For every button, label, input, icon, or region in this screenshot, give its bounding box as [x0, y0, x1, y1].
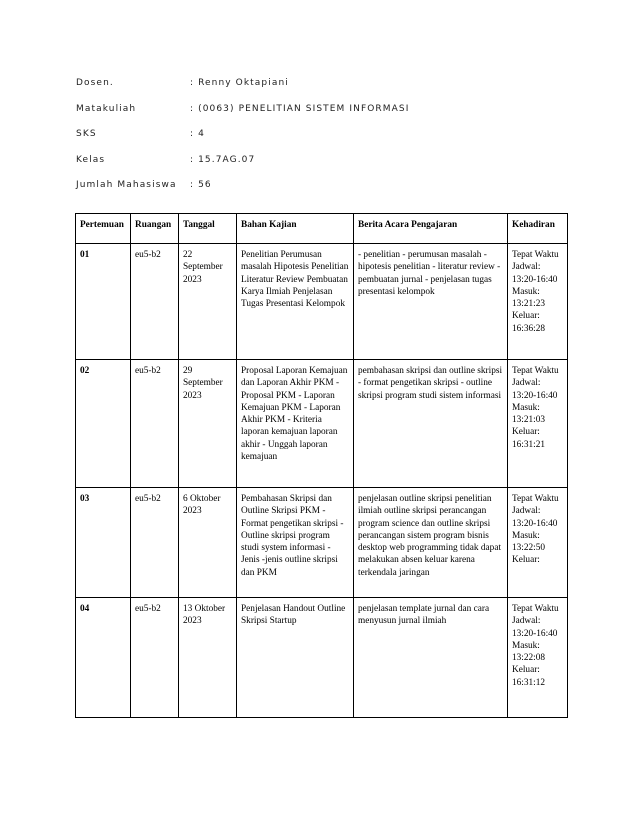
info-label: Kelas: [76, 154, 106, 165]
cell-ruangan: eu5-b2: [131, 244, 179, 360]
table-row: [76, 488, 568, 598]
info-label: SKS: [76, 129, 97, 139]
cell-pertemuan: 03: [76, 488, 131, 598]
info-value: : 56: [190, 180, 212, 190]
cell-pertemuan: 02: [76, 360, 131, 488]
header-kehadiran: Kehadiran: [508, 214, 568, 244]
cell-kehadiran: Tepat Waktu Jadwal: 13:20-16:40 Masuk: 13:21:03 Keluar: 16:31:21: [508, 360, 568, 488]
header-tanggal: Tanggal: [179, 214, 237, 244]
info-label: Matakuliah: [76, 103, 137, 114]
course-info: [76, 78, 409, 206]
table-row: [76, 598, 568, 718]
cell-ruangan: eu5-b2: [131, 598, 179, 718]
info-label: Dosen.: [76, 78, 114, 88]
header-pertemuan: Pertemuan: [76, 214, 131, 244]
info-row-jumlah-mahasiswa: [76, 180, 409, 206]
cell-bahan-kajian: Penjelasan Handout Outline Skripsi Startup: [237, 598, 354, 718]
cell-tanggal: 22 September 2023: [179, 244, 237, 360]
cell-berita-acara: penjelasan outline skripsi penelitian ilmiah outline skripsi perancangan program science dan outline skripsi perancangan sistem program bisnis desktop web programming tidak dapat melakukan absen keluar karena terkendala jaringan: [354, 488, 508, 598]
cell-bahan-kajian: Proposal Laporan Kemajuan dan Laporan Akhir PKM - Proposal PKM - Laporan Kemajuan PKM - Laporan Akhir PKM - Kriteria laporan kemajuan laporan akhir - Unggah laporan kemajuan: [237, 360, 354, 488]
info-value: : 15.7AG.07: [190, 154, 256, 165]
cell-tanggal: 6 Oktober 2023: [179, 488, 237, 598]
cell-pertemuan: 01: [76, 244, 131, 360]
cell-tanggal: 13 Oktober 2023: [179, 598, 237, 718]
cell-berita-acara: - penelitian - perumusan masalah - hipotesis penelitian - literatur review - pembuatan jurnal - penjelasan tugas presentasi kelompok: [354, 244, 508, 360]
cell-berita-acara: pembahasan skripsi dan outline skripsi - format pengetikan skripsi - outline skripsi program studi sistem informasi: [354, 360, 508, 488]
cell-bahan-kajian: Pembahasan Skripsi dan Outline Skripsi PKM - Format pengetikan skripsi - Outline skripsi program studi system informasi - Jenis -jenis outline skripsi dan PKM: [237, 488, 354, 598]
table-header-row: [76, 214, 568, 244]
cell-bahan-kajian: Penelitian Perumusan masalah Hipotesis Penelitian Literatur Review Pembuatan Karya Ilmiah Penjelasan Tugas Presentasi Kelompok: [237, 244, 354, 360]
info-row-kelas: [76, 155, 409, 181]
cell-berita-acara: penjelasan template jurnal dan cara menyusun jurnal ilmiah: [354, 598, 508, 718]
info-row-dosen: [76, 78, 409, 104]
header-berita-acara: Berita Acara Pengajaran: [354, 214, 508, 244]
cell-kehadiran: Tepat Waktu Jadwal: 13:20-16:40 Masuk: 13:22:50 Keluar:: [508, 488, 568, 598]
cell-kehadiran: Tepat Waktu Jadwal: 13:20-16:40 Masuk: 13:21:23 Keluar: 16:36:28: [508, 244, 568, 360]
cell-ruangan: eu5-b2: [131, 488, 179, 598]
info-value: : Renny Oktapiani: [190, 78, 289, 88]
meeting-table: [75, 213, 568, 718]
info-row-matakuliah: [76, 104, 409, 130]
cell-pertemuan: 04: [76, 598, 131, 718]
header-bahan-kajian: Bahan Kajian: [237, 214, 354, 244]
table-row: [76, 244, 568, 360]
info-value: : 4: [190, 129, 205, 139]
info-label: Jumlah Mahasiswa: [76, 180, 177, 190]
cell-ruangan: eu5-b2: [131, 360, 179, 488]
cell-kehadiran: Tepat Waktu Jadwal: 13:20-16:40 Masuk: 13:22:08 Keluar: 16:31:12: [508, 598, 568, 718]
info-value: : (0063) PENELITIAN SISTEM INFORMASI: [190, 103, 410, 114]
cell-tanggal: 29 September 2023: [179, 360, 237, 488]
info-row-sks: [76, 129, 409, 155]
header-ruangan: Ruangan: [131, 214, 179, 244]
table-row: [76, 360, 568, 488]
